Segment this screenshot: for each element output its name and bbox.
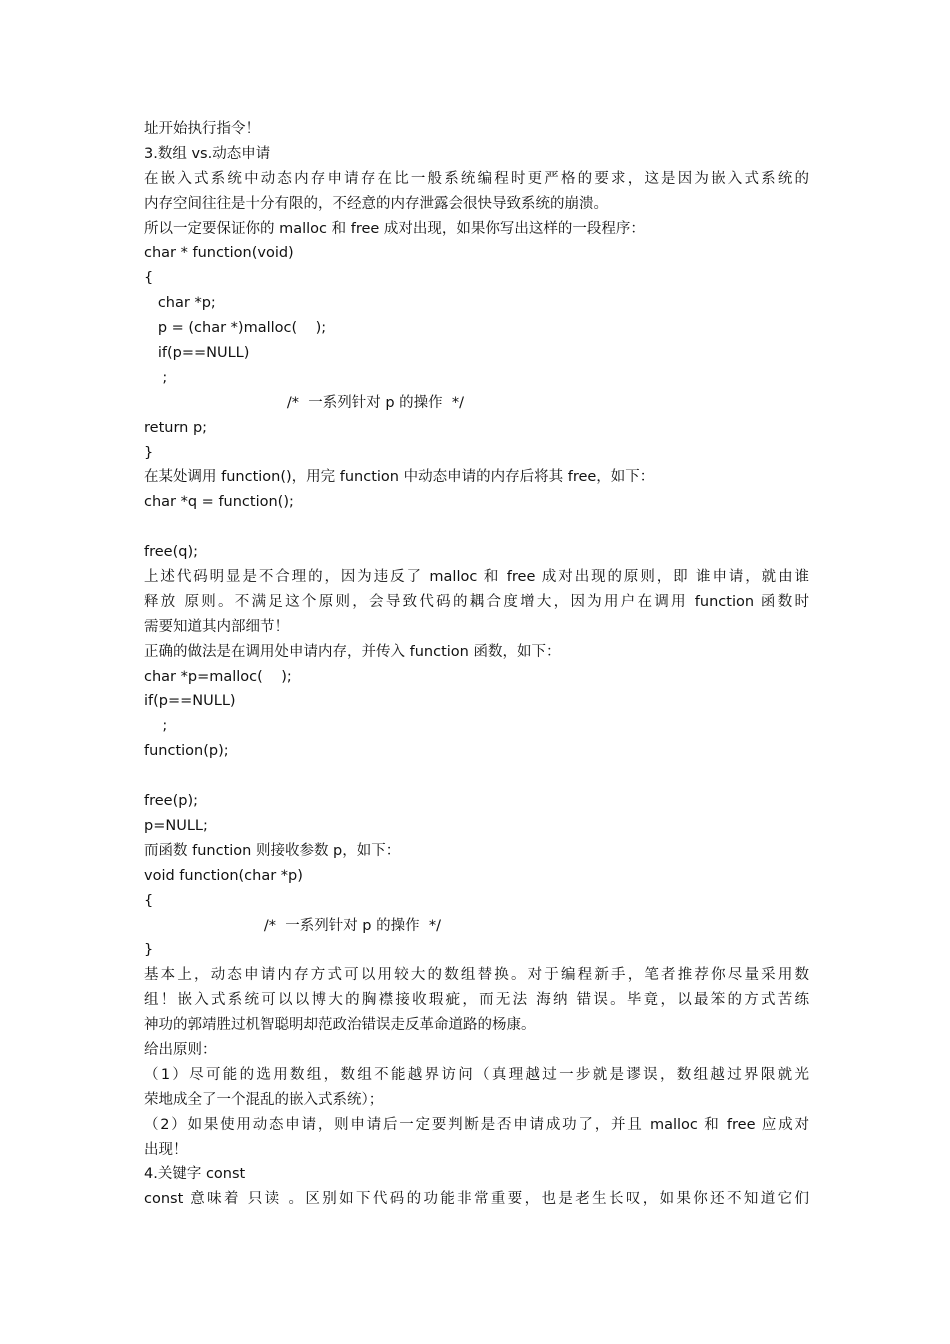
blank-line	[144, 515, 809, 540]
paragraph-line: 神功的郭靖胜过机智聪明却范政治错误走反革命道路的杨康。	[144, 1017, 536, 1034]
paragraph-line: 在嵌入式系统中动态内存申请存在比一般系统编程时更严格的要求，这是因为嵌入式系统的	[144, 170, 809, 187]
code-line: {	[144, 892, 154, 909]
text-line: 址开始执行指令！	[144, 121, 260, 137]
paragraph-line: 上述代码明显是不合理的，因为违反了 malloc 和 free 成对出现的原则，即 谁申请，就由谁	[144, 569, 809, 586]
list-item-line: 出现！	[144, 1141, 188, 1158]
paragraph-line: 需要知道其内部细节！	[144, 618, 289, 635]
paragraph-line: 给出原则：	[144, 1041, 217, 1058]
list-item-line: （1）尽可能的选用数组，数组不能越界访问（真理越过一步就是谬误，数组越过界限就光	[144, 1066, 809, 1083]
paragraph-line: 所以一定要保证你的 malloc 和 free 成对出现，如果你写出这样的一段程序：	[144, 220, 645, 237]
code-line: }	[144, 444, 154, 461]
code-line: }	[144, 942, 154, 959]
list-item-line: 荣地成全了一个混乱的嵌入式系统）；	[144, 1091, 384, 1108]
paragraph-line: const 意味着 只读 。区别如下代码的功能非常重要，也是老生长叹，如果你还不知道它们	[144, 1191, 809, 1208]
code-line: function(p);	[144, 743, 229, 760]
code-line: char *q = function();	[144, 494, 294, 511]
paragraph-line: 释放 原则。不满足这个原则，会导致代码的耦合度增大，因为用户在调用 function 函数时	[144, 593, 809, 610]
code-line: char *p=malloc( );	[144, 668, 292, 685]
paragraph-line: 内存空间往往是十分有限的，不经意的内存泄露会很快导致系统的崩溃。	[144, 195, 608, 212]
code-comment-line: /* 一系列针对 p 的操作 */	[144, 917, 441, 934]
code-line: ;	[144, 718, 168, 735]
code-line: ;	[144, 369, 168, 386]
code-line: {	[144, 270, 154, 287]
code-line: free(q);	[144, 544, 198, 561]
code-line: if(p==NULL)	[144, 345, 250, 362]
code-line: p = (char *)malloc( );	[144, 320, 327, 337]
code-line: return p;	[144, 419, 208, 436]
blank-line	[144, 764, 809, 789]
paragraph-line: 而函数 function 则接收参数 p，如下：	[144, 842, 401, 859]
code-line: free(p);	[144, 793, 198, 810]
code-line: p=NULL;	[144, 817, 208, 834]
document-page	[144, 117, 809, 1212]
section-heading: 3.数组 vs.动态申请	[144, 145, 271, 162]
paragraph-line: 基本上，动态申请内存方式可以用较大的数组替换。对于编程新手，笔者推荐你尽量采用数	[144, 967, 809, 984]
code-line: if(p==NULL)	[144, 693, 236, 710]
paragraph-line: 组！嵌入式系统可以以博大的胸襟接收瑕疵，而无法 海纳 错误。毕竟，以最笨的方式苦练	[144, 992, 809, 1009]
list-item-line: （2）如果使用动态申请，则申请后一定要判断是否申请成功了，并且 malloc 和 free 应成对	[144, 1116, 809, 1133]
code-line: char * function(void)	[144, 245, 294, 262]
section-heading: 4.关键字 const	[144, 1166, 246, 1183]
paragraph-line: 在某处调用 function()，用完 function 中动态申请的内存后将其 free，如下：	[144, 469, 655, 486]
code-line: void function(char *p)	[144, 867, 303, 884]
paragraph-line: 正确的做法是在调用处申请内存，并传入 function 函数，如下：	[144, 643, 561, 660]
code-comment-line: /* 一系列针对 p 的操作 */	[144, 394, 465, 411]
code-line: char *p;	[144, 295, 216, 312]
